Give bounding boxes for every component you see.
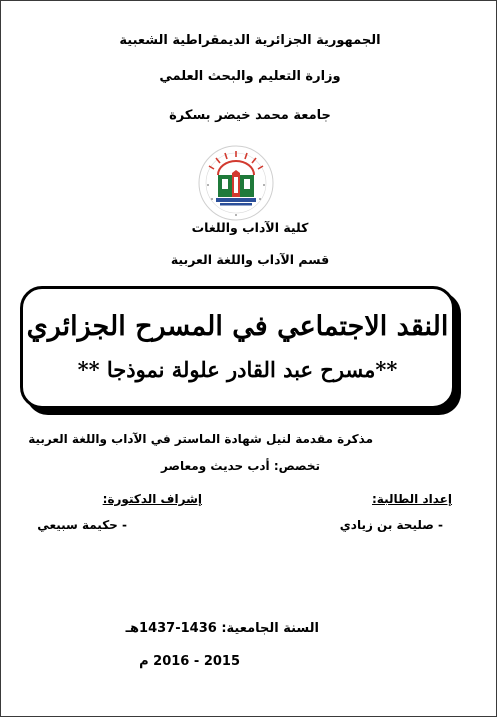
university-heading: جامعة محمد خيضر بسكرة [169,108,331,123]
republic-heading: الجمهورية الجزائرية الديمقراطية الشعبية [119,33,381,48]
specialization: تخصص: أدب حديث ومعاصر [160,459,320,473]
university-seal-icon [196,143,276,223]
department-heading: قسم الآداب واللغة العربية [170,252,330,267]
ministry-heading: وزارة التعليم والبحث العلمي [159,69,341,84]
academic-year-gregorian: 2015 - 2016 م [139,654,240,669]
memo-description: مذكرة مقدمة لنيل شهادة الماستر في الآداب واللغة العربية [28,432,373,446]
title-box [20,286,455,409]
thesis-title: النقد الاجتماعي في المسرح الجزائري [26,311,449,342]
student-name: - صليحة بن زيادي [339,518,443,532]
faculty-heading: كلية الآداب واللغات [191,220,309,235]
academic-year-hijri: السنة الجامعية: 1436-1437هـ [125,621,319,636]
student-label: إعداد الطالبة: [372,492,452,506]
supervisor-label: إشراف الدكتورة: [102,492,202,506]
supervisor-name: - حكيمة سبيعي [37,518,127,532]
thesis-subtitle: **مسرح عبد القادر علولة نموذجا ** [77,357,398,382]
